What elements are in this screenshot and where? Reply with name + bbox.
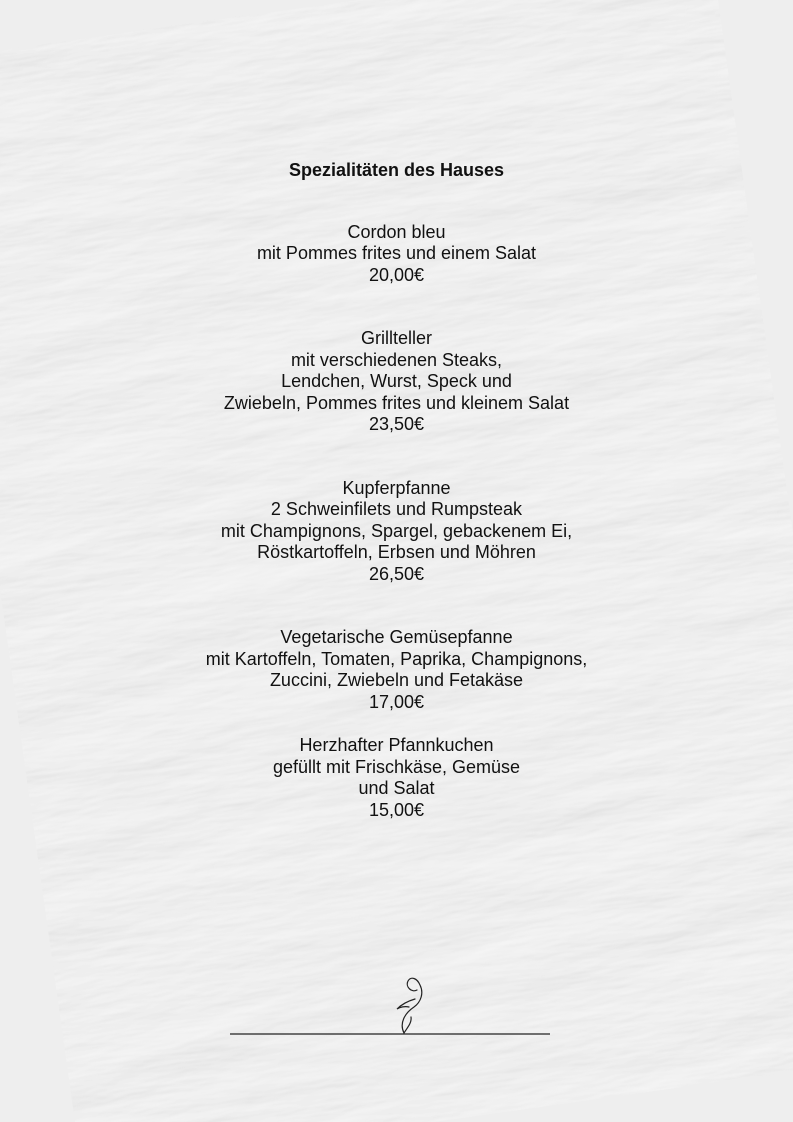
dish-price: 26,50€ [368,563,425,584]
dish-kupferpfanne [0,478,793,586]
dish-price: 15,00€ [368,799,425,820]
dish-grillteller [0,328,793,436]
dish-name: Kupferpfanne [342,477,451,498]
dish-description-line: mit Pommes frites und einem Salat [256,243,537,263]
dish-price: 20,00€ [368,264,425,285]
menu-heading: Spezialitäten des Hauses [288,160,505,180]
dish-vegetarische-gemuesepfanne [0,627,793,713]
dish-herzhafter-pfannkuchen [0,735,793,821]
dish-name: Vegetarische Gemüsepfanne [280,627,513,647]
dish-description-line: mit verschiedenen Steaks, [290,349,503,370]
dish-cordon-bleu [0,222,793,287]
swirl-ornament-icon [397,978,422,1033]
dish-name: Herzhafter Pfannkuchen [299,735,494,755]
menu-specialties [0,160,793,821]
dish-description-line: 2 Schweinfilets und Rumpsteak [270,499,523,519]
dish-description-line: Lendchen, Wurst, Speck und [281,371,512,391]
dish-name: Cordon bleu [347,221,446,242]
dish-description-line: Zuccini, Zwiebeln und Fetakäse [269,670,524,690]
dish-price: 17,00€ [368,691,425,712]
spacer [0,436,793,478]
dish-description-line: mit Champignons, Spargel, gebackenem Ei, [220,520,573,541]
dish-description-line: Röstkartoffeln, Erbsen und Möhren [257,542,536,562]
spacer [0,286,793,328]
divider-ornament [228,965,552,1045]
dish-description-line: und Salat [358,778,435,798]
dish-name: Grillteller [360,328,432,348]
dish-price: 23,50€ [368,414,425,434]
dish-description-line: Zwiebeln, Pommes frites und kleinem Salat [223,392,570,413]
dish-description-line: gefüllt mit Frischkäse, Gemüse [272,756,521,777]
spacer [0,585,793,627]
spacer [0,713,793,735]
dish-description-line: mit Kartoffeln, Tomaten, Paprika, Champignons, [205,648,588,669]
